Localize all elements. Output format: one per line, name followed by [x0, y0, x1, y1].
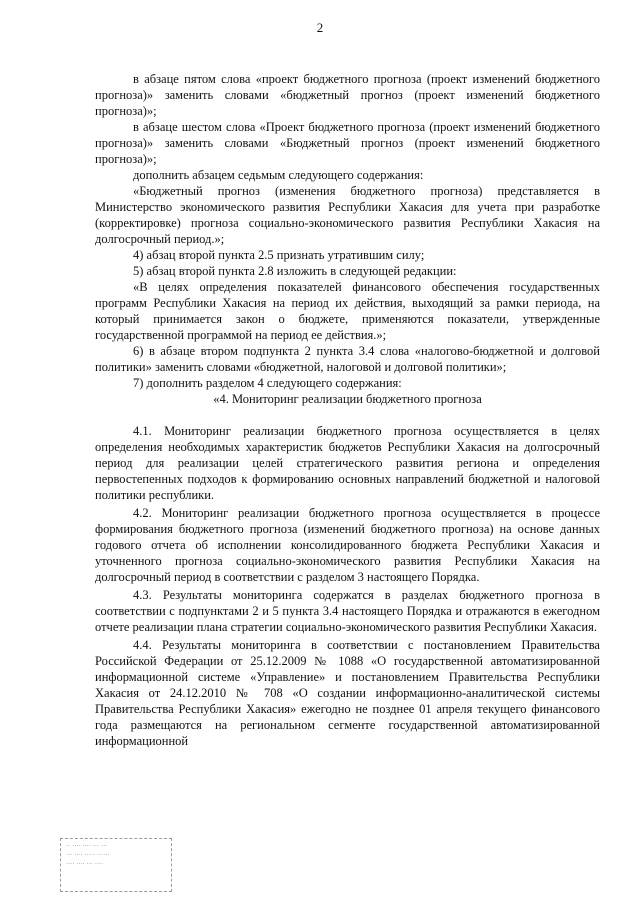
paragraph: «Бюджетный прогноз (изменения бюджетного прогноза) представляется в Министерство экономического развития Республики Хакасия для учета при разработке (корректировке) прогноза социально-экономического развития Республики Хакасия на долгосрочный период.»;	[95, 184, 600, 246]
section-paragraph: 4.3. Результаты мониторинга содержатся в разделах бюджетного прогноза в соответствии с подпунктами 2 и 5 пункта 3.4 настоящего Порядка и отражаются в ежегодном отчете реализации плана стратегии социально-экономического развития Республики Хакасия.	[95, 588, 600, 634]
paragraph: в абзаце шестом слова «Проект бюджетного прогноза (проект изменений бюджетного прогноза)» заменить словами «Бюджетный прогноз (проект изменений бюджетного прогноза)»;	[95, 120, 600, 166]
section-paragraph: 4.4. Результаты мониторинга в соответствии с постановлением Правительства Российской Федерации от 25.12.2009 № 1088 «О государственной автоматизированной информационной системе «Управление» и постановлением Правительства Республики Хакасия от 24.12.2010 № 708 «О создании информационно-аналитической системы Правительства Республики Хакасия» ежегодно не позднее 01 апреля текущего финансового года размещаются на региональном сегменте государственной автоматизированной информационной	[95, 638, 600, 748]
document-body	[95, 71, 600, 749]
registration-stamp	[60, 838, 172, 892]
stamp-line: ··· ···· ····· ······	[66, 851, 110, 859]
section-title: «4. Мониторинг реализации бюджетного прогноза	[213, 392, 482, 406]
paragraph: 6) в абзаце втором подпункта 2 пункта 3.4 слова «налогово-бюджетной и долговой политики» заменить словами «бюджетной, налоговой и долговой политики»;	[95, 344, 600, 374]
section-paragraph: 4.2. Мониторинг реализации бюджетного прогноза осуществляется в процессе формирования бюджетного прогноза (изменений бюджетного прогноза) на основе данных годового отчета об исполнении консолидированного бюджета Республики Хакасия и уточненного прогноза социально-экономического развития Республики Хакасия на долгосрочный период в соответствии с разделом 3 настоящего Порядка.	[95, 506, 600, 584]
paragraph: в абзаце пятом слова «проект бюджетного прогноза (проект изменений бюджетного прогноза)» заменить словами «бюджетный прогноз (проект изменений бюджетного прогноза)»;	[95, 72, 600, 118]
page-number: 2	[316, 20, 324, 35]
paragraph: 5) абзац второй пункта 2.8 изложить в следующей редакции:	[133, 264, 457, 278]
paragraph: дополнить абзацем седьмым следующего содержания:	[133, 168, 424, 182]
paragraph: 7) дополнить разделом 4 следующего содержания:	[133, 376, 402, 390]
stamp-line: ···· ···· ··· ····	[66, 860, 104, 868]
paragraph: 4) абзац второй пункта 2.5 признать утратившим силу;	[133, 248, 425, 262]
stamp-line: ·· ···· ···· ··· ···	[66, 842, 108, 850]
section-paragraph: 4.1. Мониторинг реализации бюджетного прогноза осуществляется в целях определения необходимых характеристик бюджетов Республики Хакасия на долгосрочный период для реализации целей стратегического развития региона и определения первостепенных подходов к формированию основных направлений бюджетной и налоговой политики республики.	[95, 424, 600, 502]
paragraph: «В целях определения показателей финансового обеспечения государственных программ Республики Хакасия на период их действия, выходящий за рамки периода, на который принимается закон о бюджете, применяются показатели, утвержденные государственной программой на период ее действия.»;	[95, 280, 600, 342]
